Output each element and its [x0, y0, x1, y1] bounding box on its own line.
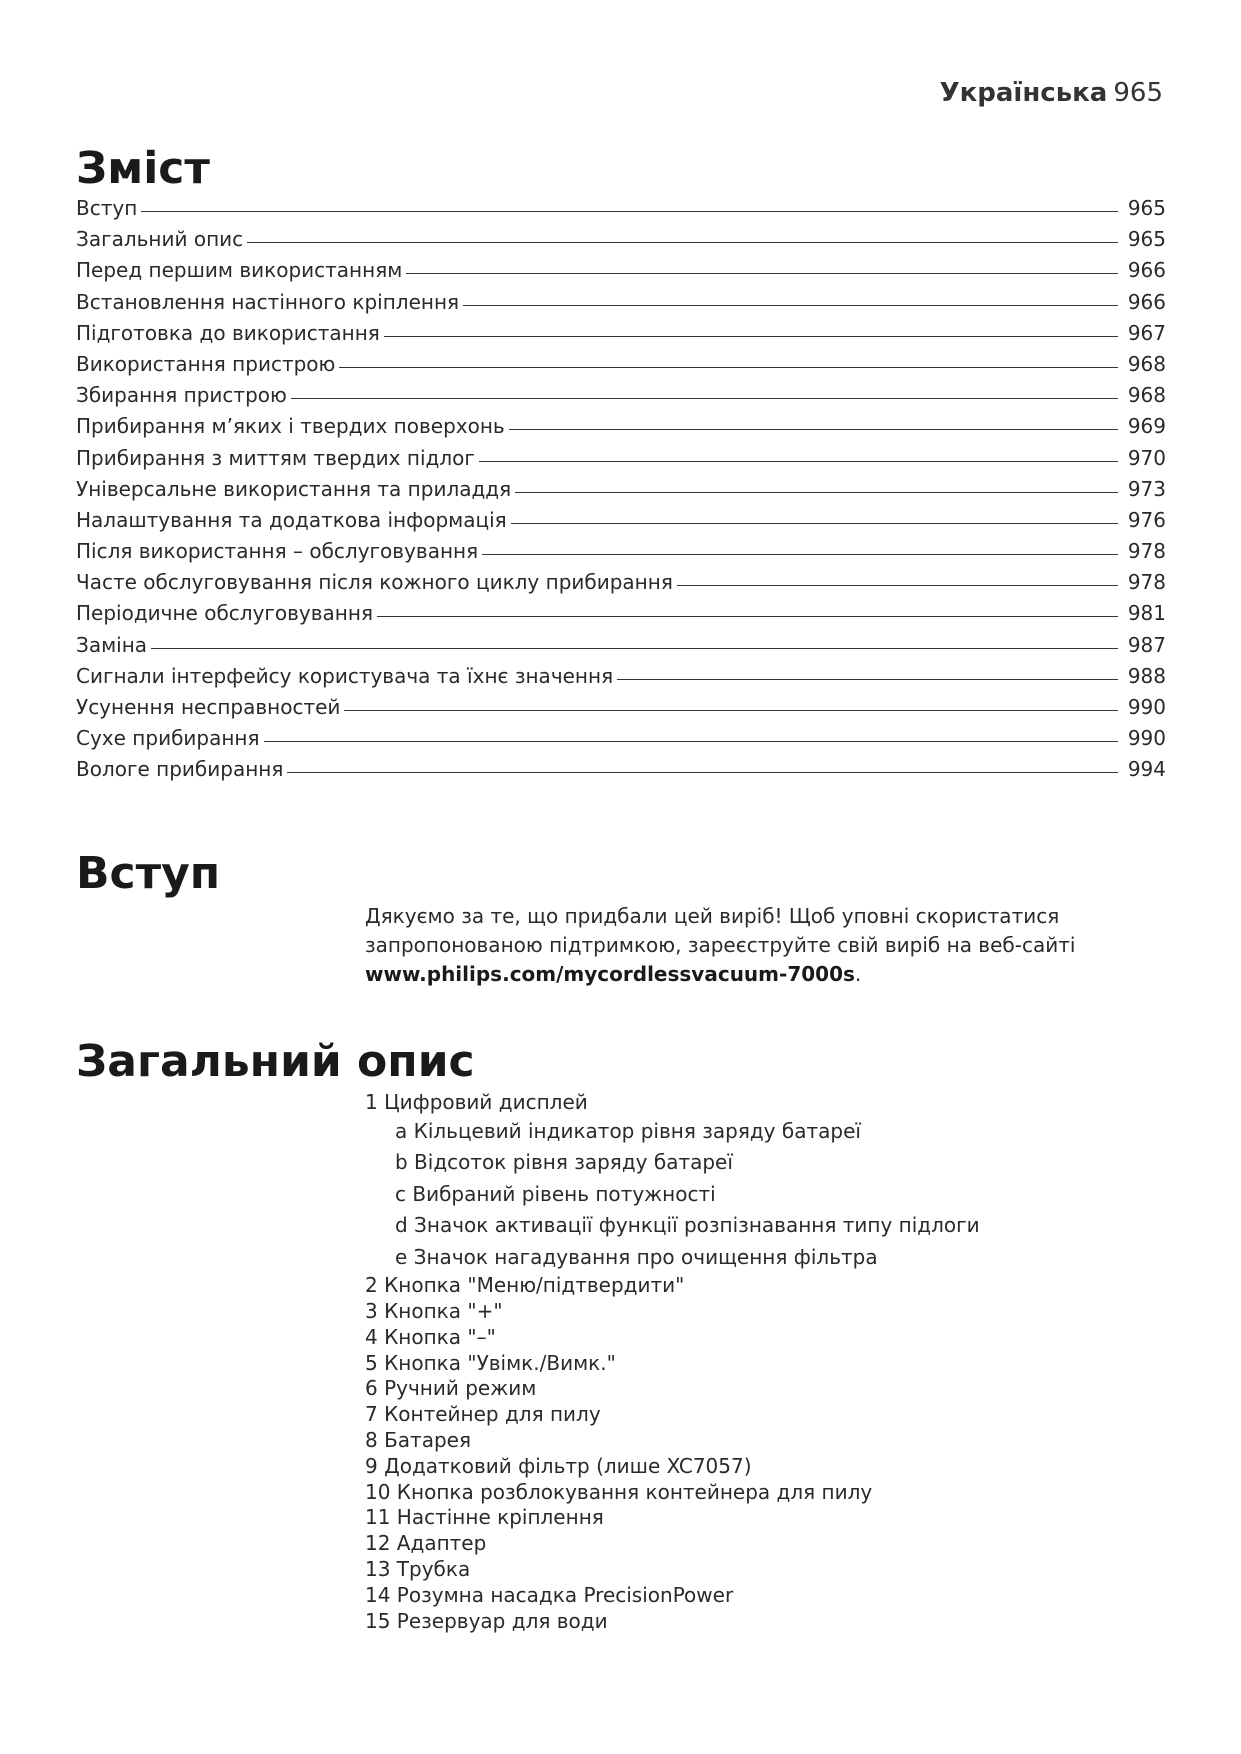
- description-item: 2 Кнопка "Меню/підтвердити": [365, 1273, 685, 1298]
- description-item: 8 Батарея: [365, 1428, 471, 1453]
- toc-entry-title: Встановлення настінного кріплення: [76, 289, 460, 314]
- toc-leader-line: [482, 554, 1118, 555]
- toc-leader-line: [377, 616, 1118, 617]
- toc-entry-page: 994: [1127, 757, 1166, 782]
- toc-entry-page: 978: [1127, 570, 1166, 595]
- toc-entry-page: 973: [1127, 476, 1166, 501]
- intro-heading: Вступ: [76, 848, 221, 899]
- toc-entry-title: Сигнали інтерфейсу користувача та їхнє значення: [76, 663, 614, 688]
- toc-entry-page: 965: [1127, 196, 1166, 220]
- toc-entry-page: 970: [1127, 445, 1166, 470]
- toc-entry-title: Заміна: [76, 632, 148, 657]
- toc-entry-page: 965: [1127, 227, 1166, 252]
- toc-entry-page: 968: [1127, 351, 1166, 376]
- page-header: [940, 78, 1163, 108]
- description-subitem: a Кільцевий індикатор рівня заряду батареї: [395, 1118, 861, 1143]
- toc-entry[interactable]: [76, 539, 1166, 570]
- toc-entry-title: Загальний опис: [76, 227, 244, 252]
- general-description-list: [365, 1090, 1165, 1634]
- toc-entry-page: 967: [1127, 320, 1166, 345]
- toc-entry[interactable]: [76, 321, 1166, 352]
- toc-entry-title: Після використання – обслуговування: [76, 539, 479, 564]
- description-subitem: c Вибраний рівень потужності: [395, 1181, 716, 1206]
- toc-entry[interactable]: [76, 290, 1166, 321]
- toc-entry[interactable]: [76, 383, 1166, 414]
- toc-leader-line: [463, 305, 1118, 306]
- toc-entry-title: Вологе прибирання: [76, 757, 284, 782]
- description-item: 10 Кнопка розблокування контейнера для пилу: [365, 1479, 873, 1504]
- toc-entry-title: Прибирання з миттям твердих підлог: [76, 445, 475, 470]
- toc-entry-title: Збирання пристрою: [76, 383, 287, 408]
- toc-entry[interactable]: [76, 352, 1166, 383]
- description-item: 6 Ручний режим: [365, 1376, 537, 1401]
- toc-leader-line: [406, 273, 1118, 274]
- toc-entry[interactable]: [76, 757, 1166, 788]
- toc-entry-page: 981: [1127, 601, 1166, 626]
- toc-entry-title: Усунення несправностей: [76, 695, 341, 719]
- toc-entry-title: Налаштування та додаткова інформація: [76, 507, 507, 532]
- toc-entry-title: Вступ: [76, 196, 138, 220]
- description-item: 3 Кнопка "+": [365, 1299, 503, 1324]
- toc-entry-page: 987: [1127, 632, 1166, 657]
- description-item: 9 Додатковий фільтр (лише XC7057): [365, 1453, 752, 1478]
- toc-entry-title: Перед першим використанням: [76, 258, 403, 283]
- intro-paragraph: [365, 902, 1125, 989]
- description-item: 4 Кнопка "–": [365, 1324, 496, 1349]
- toc-leader-line: [511, 523, 1118, 524]
- toc-entry[interactable]: [76, 258, 1166, 289]
- toc-entry-title: Періодичне обслуговування: [76, 601, 373, 626]
- toc-entry[interactable]: [76, 601, 1166, 632]
- toc-entry-page: 990: [1127, 726, 1166, 751]
- header-page-number: 965: [1113, 78, 1163, 108]
- description-subitem: e Значок нагадування про очищення фільтра: [395, 1244, 878, 1269]
- toc-entry-page: 978: [1127, 539, 1166, 564]
- toc-leader-line: [247, 242, 1118, 243]
- toc-entry-title: Прибирання м’яких і твердих поверхонь: [76, 414, 505, 439]
- toc-entry-title: Підготовка до використання: [76, 320, 380, 345]
- toc-leader-line: [291, 398, 1118, 399]
- description-item: 14 Розумна насадка PrecisionPower: [365, 1582, 734, 1607]
- toc-entry-page: 966: [1127, 258, 1166, 283]
- toc-entry[interactable]: [76, 726, 1166, 757]
- description-subitem: d Значок активації функції розпізнавання типу підлоги: [395, 1213, 980, 1238]
- toc-entry-title: Універсальне використання та приладдя: [76, 476, 512, 501]
- toc-leader-line: [479, 461, 1118, 462]
- toc-leader-line: [339, 367, 1118, 368]
- table-of-contents: [76, 196, 1166, 789]
- toc-entry-page: 976: [1127, 507, 1166, 532]
- toc-entry[interactable]: [76, 477, 1166, 508]
- toc-leader-line: [287, 772, 1118, 773]
- toc-leader-line: [677, 585, 1118, 586]
- description-item: 5 Кнопка "Увімк./Вимк.": [365, 1350, 616, 1375]
- toc-entry-page: 990: [1127, 695, 1166, 719]
- description-item: 11 Настінне кріплення: [365, 1505, 604, 1530]
- header-language: Українська: [939, 78, 1108, 108]
- toc-entry[interactable]: [76, 664, 1166, 695]
- toc-entry-title: Часте обслуговування після кожного циклу прибирання: [76, 570, 673, 595]
- toc-entry[interactable]: [76, 446, 1166, 477]
- toc-leader-line: [515, 492, 1118, 493]
- toc-leader-line: [264, 741, 1118, 742]
- toc-entry[interactable]: [76, 570, 1166, 601]
- toc-entry-page: 988: [1127, 663, 1166, 688]
- toc-leader-line: [141, 211, 1118, 212]
- general-description-heading: Загальний опис: [76, 1036, 475, 1087]
- description-subitem: b Відсоток рівня заряду батареї: [395, 1150, 733, 1175]
- toc-leader-line: [617, 679, 1118, 680]
- toc-entry[interactable]: [76, 414, 1166, 445]
- toc-entry-title: Сухе прибирання: [76, 726, 260, 751]
- toc-entry-page: 968: [1127, 383, 1166, 408]
- intro-text: Дякуємо за те, що придбали цей виріб! Щоб уповні скористатися запропонованою підтримкою, зареєструйте свій виріб на веб-сайті: [365, 904, 1076, 957]
- toc-leader-line: [384, 336, 1118, 337]
- toc-entry-page: 969: [1127, 414, 1166, 439]
- toc-heading: Зміст: [76, 143, 210, 194]
- toc-entry-title: Використання пристрою: [76, 351, 336, 376]
- description-item: 13 Трубка: [365, 1557, 471, 1582]
- intro-end: .: [854, 962, 862, 986]
- toc-leader-line: [344, 710, 1118, 711]
- toc-entry-page: 966: [1127, 289, 1166, 314]
- toc-leader-line: [151, 648, 1118, 649]
- toc-entry[interactable]: [76, 227, 1166, 258]
- toc-entry[interactable]: [76, 695, 1166, 726]
- description-item: 7 Контейнер для пилу: [365, 1402, 601, 1427]
- description-item: 1 Цифровий дисплей: [365, 1090, 588, 1114]
- toc-entry[interactable]: [76, 508, 1166, 539]
- toc-entry[interactable]: [76, 196, 1166, 227]
- description-item: 15 Резервуар для води: [365, 1608, 608, 1633]
- description-item: 12 Адаптер: [365, 1531, 487, 1556]
- toc-leader-line: [509, 429, 1118, 430]
- intro-url[interactable]: www.philips.com/mycordlessvacuum-7000s: [365, 962, 855, 986]
- toc-entry[interactable]: [76, 633, 1166, 664]
